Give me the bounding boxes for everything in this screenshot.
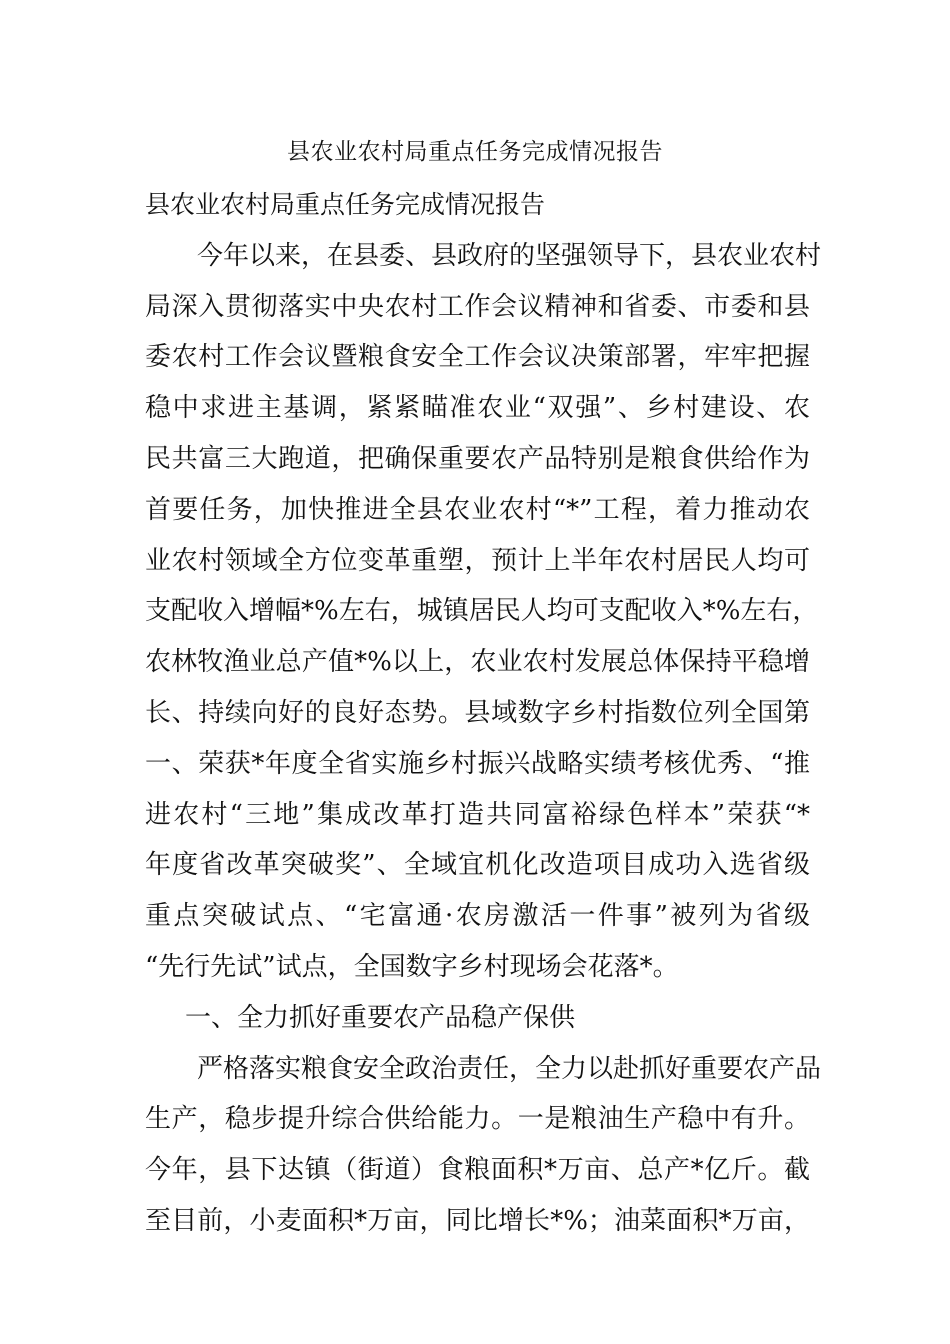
document-title: 县农业农村局重点任务完成情况报告 bbox=[287, 139, 663, 165]
paragraph-line: 支配收入增幅*%左右，城镇居民人均可支配收入*%左右， bbox=[145, 596, 819, 627]
paragraph-line: 民共富三大跑道，把确保重要农产品特别是粮食供给作为 bbox=[145, 443, 810, 474]
paragraph-line: 委农村工作会议暨粮食安全工作会议决策部署，牢牢把握 bbox=[145, 342, 810, 373]
paragraph-line: 农林牧渔业总产值*%以上，农业农村发展总体保持平稳增 bbox=[145, 647, 810, 678]
paragraph-line: 重点突破试点、“宅富通·农房激活一件事”被列为省级 bbox=[145, 901, 810, 932]
paragraph-section-one bbox=[145, 1044, 822, 1247]
paragraph-line: 年度省改革突破奖”、全域宜机化改造项目成功入选省级 bbox=[145, 850, 810, 881]
paragraph-line: 至目前，小麦面积*万亩，同比增长*%；油菜面积*万亩， bbox=[145, 1205, 810, 1236]
paragraph-line: 稳中求进主基调，紧紧瞄准农业“双强”、乡村建设、农 bbox=[145, 393, 810, 424]
paragraph-line: 进农村“三地”集成改革打造共同富裕绿色样本”荣获“* bbox=[145, 799, 810, 830]
section-heading: 一、全力抓好重要农产品稳产保供 bbox=[185, 1002, 576, 1033]
paragraph-intro bbox=[145, 231, 822, 993]
paragraph-line: “先行先试”试点，全国数字乡村现场会花落*。 bbox=[145, 951, 679, 982]
paragraph-line: 今年，县下达镇（街道）食粮面积*万亩、总产*亿斤。截 bbox=[145, 1155, 810, 1186]
paragraph-line: 长、持续向好的良好态势。县域数字乡村指数位列全国第 bbox=[145, 697, 810, 728]
paragraph-line: 今年以来，在县委、县政府的坚强领导下，县农业农村 bbox=[197, 240, 822, 271]
paragraph-line: 生产，稳步提升综合供给能力。一是粮油生产稳中有升。 bbox=[145, 1104, 810, 1135]
document-body bbox=[145, 180, 822, 1247]
paragraph-line: 严格落实粮食安全政治责任，全力以赴抓好重要农产品 bbox=[197, 1053, 822, 1084]
paragraph-line: 一、荣获*年度全省实施乡村振兴战略实绩考核优秀、“推 bbox=[145, 748, 810, 779]
document-subtitle: 县农业农村局重点任务完成情况报告 bbox=[145, 190, 546, 219]
paragraph-line: 业农村领域全方位变革重塑，预计上半年农村居民人均可 bbox=[145, 545, 810, 576]
paragraph-line: 局深入贯彻落实中央农村工作会议精神和省委、市委和县 bbox=[145, 291, 810, 322]
paragraph-line: 首要任务，加快推进全县农业农村“*”工程，着力推动农 bbox=[145, 494, 810, 525]
